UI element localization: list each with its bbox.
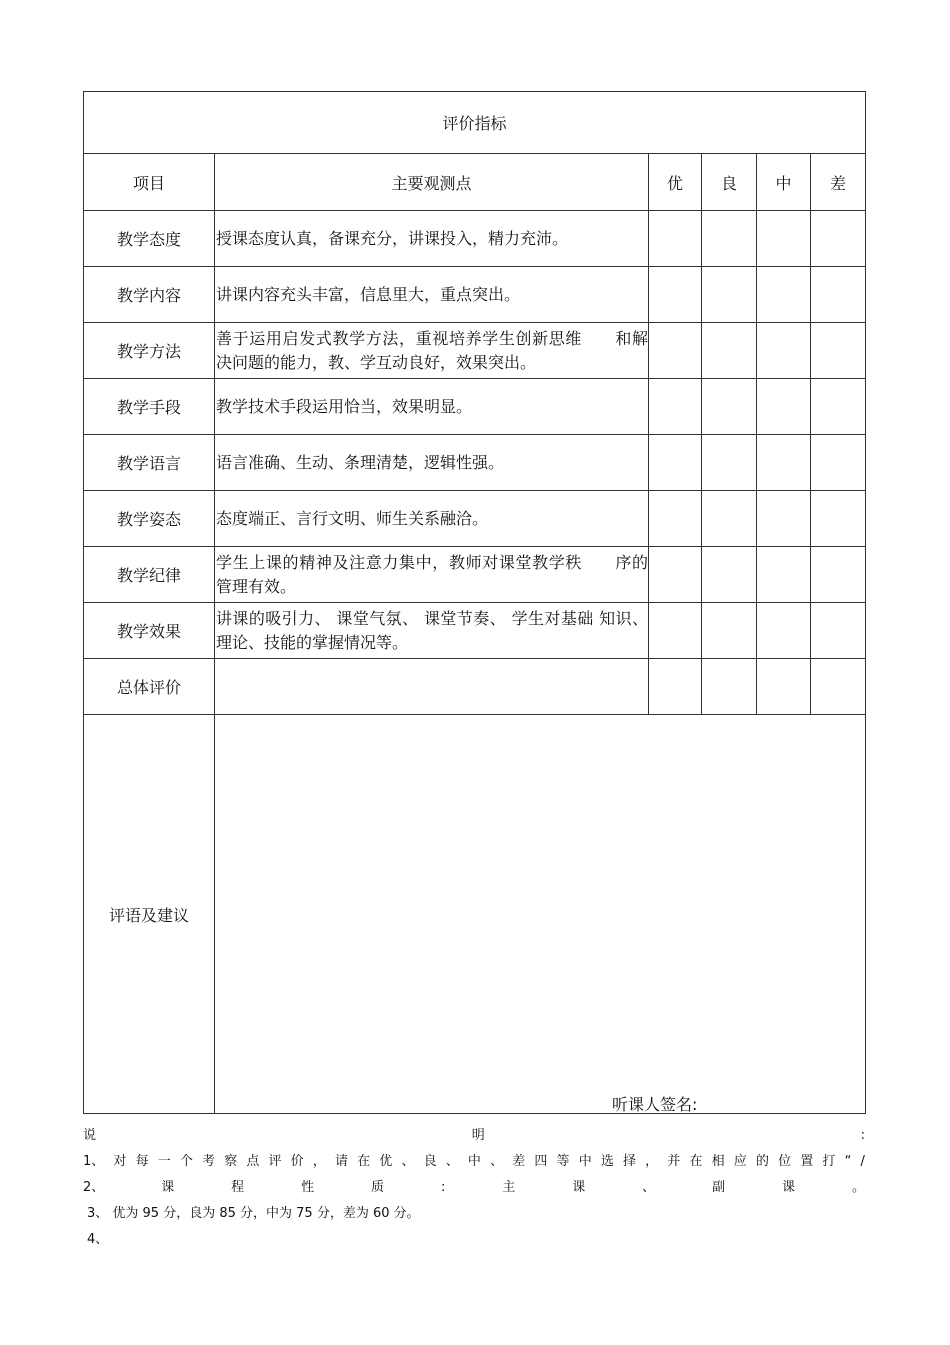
note-char: 中 (578, 1154, 592, 1169)
row-point: 态度端正、言行文明、师生关系融洽。 (215, 491, 649, 547)
grade-cell[interactable] (649, 435, 702, 491)
note-char: 良 (423, 1154, 437, 1169)
grade-cell[interactable] (702, 603, 757, 659)
notes-heading (83, 1123, 865, 1149)
row-item: 教学姿态 (84, 491, 215, 547)
evaluation-table (83, 91, 866, 1114)
note-char: 价 (290, 1154, 304, 1169)
note-char: 、 (490, 1154, 504, 1169)
grade-cell[interactable] (757, 659, 811, 715)
row-point: 语言准确、生动、条理清楚，逻辑性强。 (215, 435, 649, 491)
note-line-3: 3、 优为 95 分，良为 85 分，中为 75 分，差为 60 分。 (87, 1206, 420, 1221)
note-char: : (440, 1180, 446, 1195)
note-char: 程 (231, 1180, 245, 1195)
grade-cell[interactable] (757, 323, 811, 379)
note-line-4: 4、 (87, 1232, 109, 1247)
grade-cell[interactable] (757, 211, 811, 267)
header-points: 主要观测点 (215, 154, 649, 211)
grade-cell[interactable] (702, 547, 757, 603)
row-point-line: 学生上课的精神及注意力集中，教师对课堂教学秩 序的 (216, 552, 648, 572)
row-item: 教学效果 (84, 603, 215, 659)
grade-cell[interactable] (649, 547, 702, 603)
row-point-line: 讲课的吸引力、 课堂气氛、 课堂节奏、 学生对基础 知识、 (216, 608, 648, 628)
grade-cell[interactable] (757, 491, 811, 547)
note-char: 说 (83, 1128, 97, 1143)
note-char: ， (645, 1154, 659, 1169)
header-item: 项目 (84, 154, 215, 211)
table-title: 评价指标 (84, 92, 866, 154)
note-char: : (860, 1128, 865, 1143)
note-char: 中 (467, 1154, 481, 1169)
note-char: 优 (379, 1154, 393, 1169)
grade-cell[interactable] (702, 491, 757, 547)
note-char: 、 (401, 1154, 415, 1169)
grade-cell[interactable] (811, 379, 866, 435)
note-char: 应 (733, 1154, 747, 1169)
grade-cell[interactable] (811, 491, 866, 547)
row-point (215, 603, 649, 659)
row-item: 教学纪律 (84, 547, 215, 603)
row-point-line: 管理有效。 (216, 576, 297, 596)
note-char: 差 (512, 1154, 526, 1169)
note-char: 的 (755, 1154, 769, 1169)
grade-cell[interactable] (811, 547, 866, 603)
row-item: 教学态度 (84, 211, 215, 267)
note-char: 课 (572, 1180, 586, 1195)
note-char: 在 (357, 1154, 371, 1169)
table-row (84, 379, 866, 435)
comments-row (84, 715, 866, 1114)
comments-label: 评语及建议 (84, 715, 215, 1114)
note-char: 考 (202, 1154, 216, 1169)
row-item: 教学手段 (84, 379, 215, 435)
note-char: 一 (157, 1154, 171, 1169)
table-title-row (84, 92, 866, 154)
row-item: 教学方法 (84, 323, 215, 379)
grade-cell[interactable] (811, 323, 866, 379)
row-item: 教学语言 (84, 435, 215, 491)
note-char: 质 (371, 1180, 385, 1195)
note-char: 点 (246, 1154, 260, 1169)
table-row (84, 603, 866, 659)
header-grade-excellent: 优 (649, 154, 702, 211)
grade-cell[interactable] (649, 267, 702, 323)
grade-cell[interactable] (811, 603, 866, 659)
note-char: 四 (534, 1154, 548, 1169)
grade-cell[interactable] (811, 435, 866, 491)
grade-cell[interactable] (811, 211, 866, 267)
note-char: 性 (301, 1180, 315, 1195)
note-char: 置 (800, 1154, 814, 1169)
note-char: 打 (822, 1154, 836, 1169)
comments-area[interactable] (215, 715, 866, 1114)
row-point-line: 决问题的能力，教、学互动良好，效果突出。 (216, 352, 537, 372)
overall-value[interactable] (215, 659, 649, 715)
note-char: 评 (268, 1154, 282, 1169)
grade-cell[interactable] (702, 379, 757, 435)
header-grade-good: 良 (702, 154, 757, 211)
note-char: 并 (667, 1154, 681, 1169)
row-point-line: 善于运用启发式教学方法，重视培养学生创新思维 和解 (216, 328, 648, 348)
grade-cell[interactable] (757, 435, 811, 491)
note-char: 课 (782, 1180, 796, 1195)
grade-cell[interactable] (649, 603, 702, 659)
header-grade-poor: 差 (811, 154, 866, 211)
row-point-line: 理论、技能的掌握情况等。 (216, 632, 409, 652)
table-header-row (84, 154, 866, 211)
row-item: 教学内容 (84, 267, 215, 323)
note-char: “ (844, 1154, 852, 1169)
row-point: 授课态度认真，备课充分，讲课投入，精力充沛。 (215, 211, 649, 267)
grade-cell[interactable] (702, 659, 757, 715)
grade-cell[interactable] (811, 267, 866, 323)
row-point (215, 323, 649, 379)
overall-label: 总体评价 (84, 659, 215, 715)
row-point: 教学技术手段运用恰当，效果明显。 (215, 379, 649, 435)
grade-cell[interactable] (757, 267, 811, 323)
grade-cell[interactable] (649, 491, 702, 547)
note-char: 个 (179, 1154, 193, 1169)
table-row (84, 323, 866, 379)
note-char: 在 (689, 1154, 703, 1169)
note-char: 对 (113, 1154, 127, 1169)
table-row (84, 491, 866, 547)
note-char: 1、 (83, 1154, 105, 1169)
table-row (84, 211, 866, 267)
grade-cell[interactable] (757, 379, 811, 435)
table-row (84, 435, 866, 491)
note-char: 课 (161, 1180, 175, 1195)
signature-label: 听课人签名: (612, 1095, 698, 1114)
note-line-2 (83, 1175, 865, 1201)
grade-cell[interactable] (702, 323, 757, 379)
note-char: ， (312, 1154, 326, 1169)
row-point (215, 547, 649, 603)
grade-cell[interactable] (702, 435, 757, 491)
note-char: 、 (445, 1154, 459, 1169)
grade-cell[interactable] (702, 267, 757, 323)
grade-cell[interactable] (649, 211, 702, 267)
grade-cell[interactable] (811, 659, 866, 715)
note-line-1 (83, 1149, 865, 1175)
note-char: 副 (712, 1180, 726, 1195)
note-char: 。 (851, 1180, 865, 1195)
grade-cell[interactable] (702, 211, 757, 267)
note-char: 、 (642, 1180, 656, 1195)
row-point: 讲课内容充头丰富，信息里大，重点突出。 (215, 267, 649, 323)
note-char: 相 (711, 1154, 725, 1169)
note-char: 位 (778, 1154, 792, 1169)
grade-cell[interactable] (649, 379, 702, 435)
table-row (84, 547, 866, 603)
overall-row (84, 659, 866, 715)
note-char: 择 (623, 1154, 637, 1169)
note-char: / (860, 1154, 865, 1169)
note-char: 请 (334, 1154, 348, 1169)
grade-cell[interactable] (649, 659, 702, 715)
notes-section (83, 1123, 865, 1253)
grade-cell[interactable] (757, 603, 811, 659)
note-char: 等 (556, 1154, 570, 1169)
header-grade-average: 中 (757, 154, 811, 211)
grade-cell[interactable] (649, 323, 702, 379)
note-char: 明 (471, 1128, 485, 1143)
grade-cell[interactable] (757, 547, 811, 603)
note-char: 每 (135, 1154, 149, 1169)
note-char: 察 (224, 1154, 238, 1169)
note-char: 2、 (83, 1180, 105, 1195)
table-row (84, 267, 866, 323)
note-char: 选 (600, 1154, 614, 1169)
note-char: 主 (502, 1180, 516, 1195)
